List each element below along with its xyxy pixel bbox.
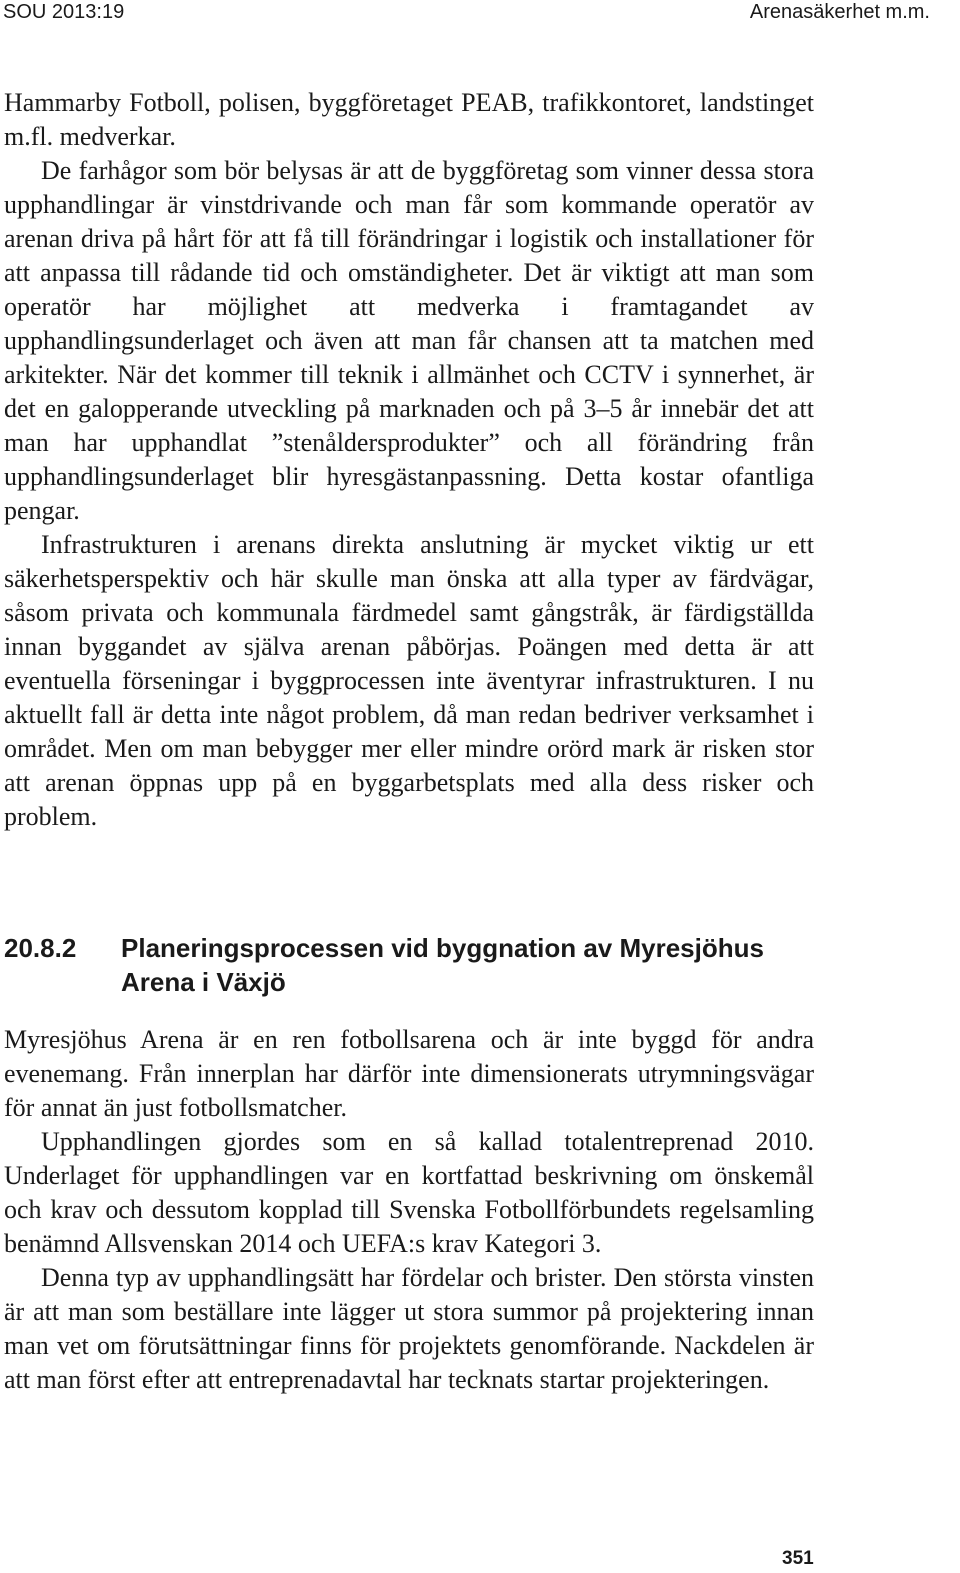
- paragraph: Hammarby Fotboll, polisen, byggföretaget PEAB, trafikkontoret, landstinget m.fl. medverkar.: [4, 88, 814, 151]
- paragraph: De farhågor som bör belysas är att de byggföretag som vinner dessa stora upphandlingar är vinstdrivande och man får som kommande operatör av arenan driva på hårt för att få till förändringar i logistik och installationer för att anpassa till rådande tid och omständigheter. Det är viktigt att man som operatör har möjlighet att medverka i framtagandet av upphandlingsunderlaget och även att man får chansen att ta matchen med arkitekter. När det kommer till teknik i allmänhet och CCTV i synnerhet, är det en galopperande utveckling på marknaden och på 3–5 år innebär det att man har upphandlat ”stenåldersprodukter” och all förändring från upphandlingsunderlaget blir hyresgästanpassning. Detta kostar ofantliga pengar.: [4, 156, 814, 525]
- body-text-section-2: [4, 1023, 814, 1397]
- page-number: 351: [782, 1548, 814, 1569]
- paragraph: Myresjöhus Arena är en ren fotbollsarena och är inte byggd för andra evenemang. Från innerplan har därför inte dimensionerats utrymningsvägar för annat än just fotbollsmatcher.: [4, 1025, 814, 1122]
- paragraph: Infrastrukturen i arenans direkta anslutning är mycket viktig ur ett säkerhetsperspektiv och här skulle man önska att alla typer av färdvägar, såsom privata och kommunala färdmedel samt gångstråk, är färdigställda innan byggandet av själva arenan påbörjas. Poängen med detta är att eventuella förseningar i byggprocessen inte äventyrar infrastrukturen. I nu aktuellt fall är detta inte något problem, då man redan bedriver verksamhet i området. Men om man bebygger mer eller mindre orörd mark är risken stor att arenan öppnas upp på en byggarbetsplats med alla dess risker och problem.: [4, 530, 814, 831]
- section-number: 20.8.2: [4, 933, 77, 963]
- body-text-section-1: [4, 86, 814, 834]
- header-document-id: SOU 2013:19: [3, 1, 125, 23]
- section-title: Planeringsprocessen vid byggnation av Myresjöhus Arena i Växjö: [121, 933, 764, 997]
- paragraph: Denna typ av upphandlingsätt har fördelar och brister. Den största vinsten är att man som beställare inte lägger ut stora summor på projektering innan man vet om förutsättningar finns för projektets genomförande. Nackdelen är att man först efter att entreprenadavtal har tecknats startar projekteringen.: [4, 1263, 814, 1394]
- header-section-title: Arenasäkerhet m.m.: [749, 1, 930, 23]
- section-heading: [4, 931, 814, 999]
- paragraph: Upphandlingen gjordes som en så kallad totalentreprenad 2010. Underlaget för upphandlingen var en kortfattad beskrivning om önskemål och krav och dessutom kopplad till Svenska Fotbollförbundets regelsamling benämnd Allsvenskan 2014 och UEFA:s krav Kategori 3.: [4, 1127, 814, 1258]
- running-header: [0, 0, 960, 30]
